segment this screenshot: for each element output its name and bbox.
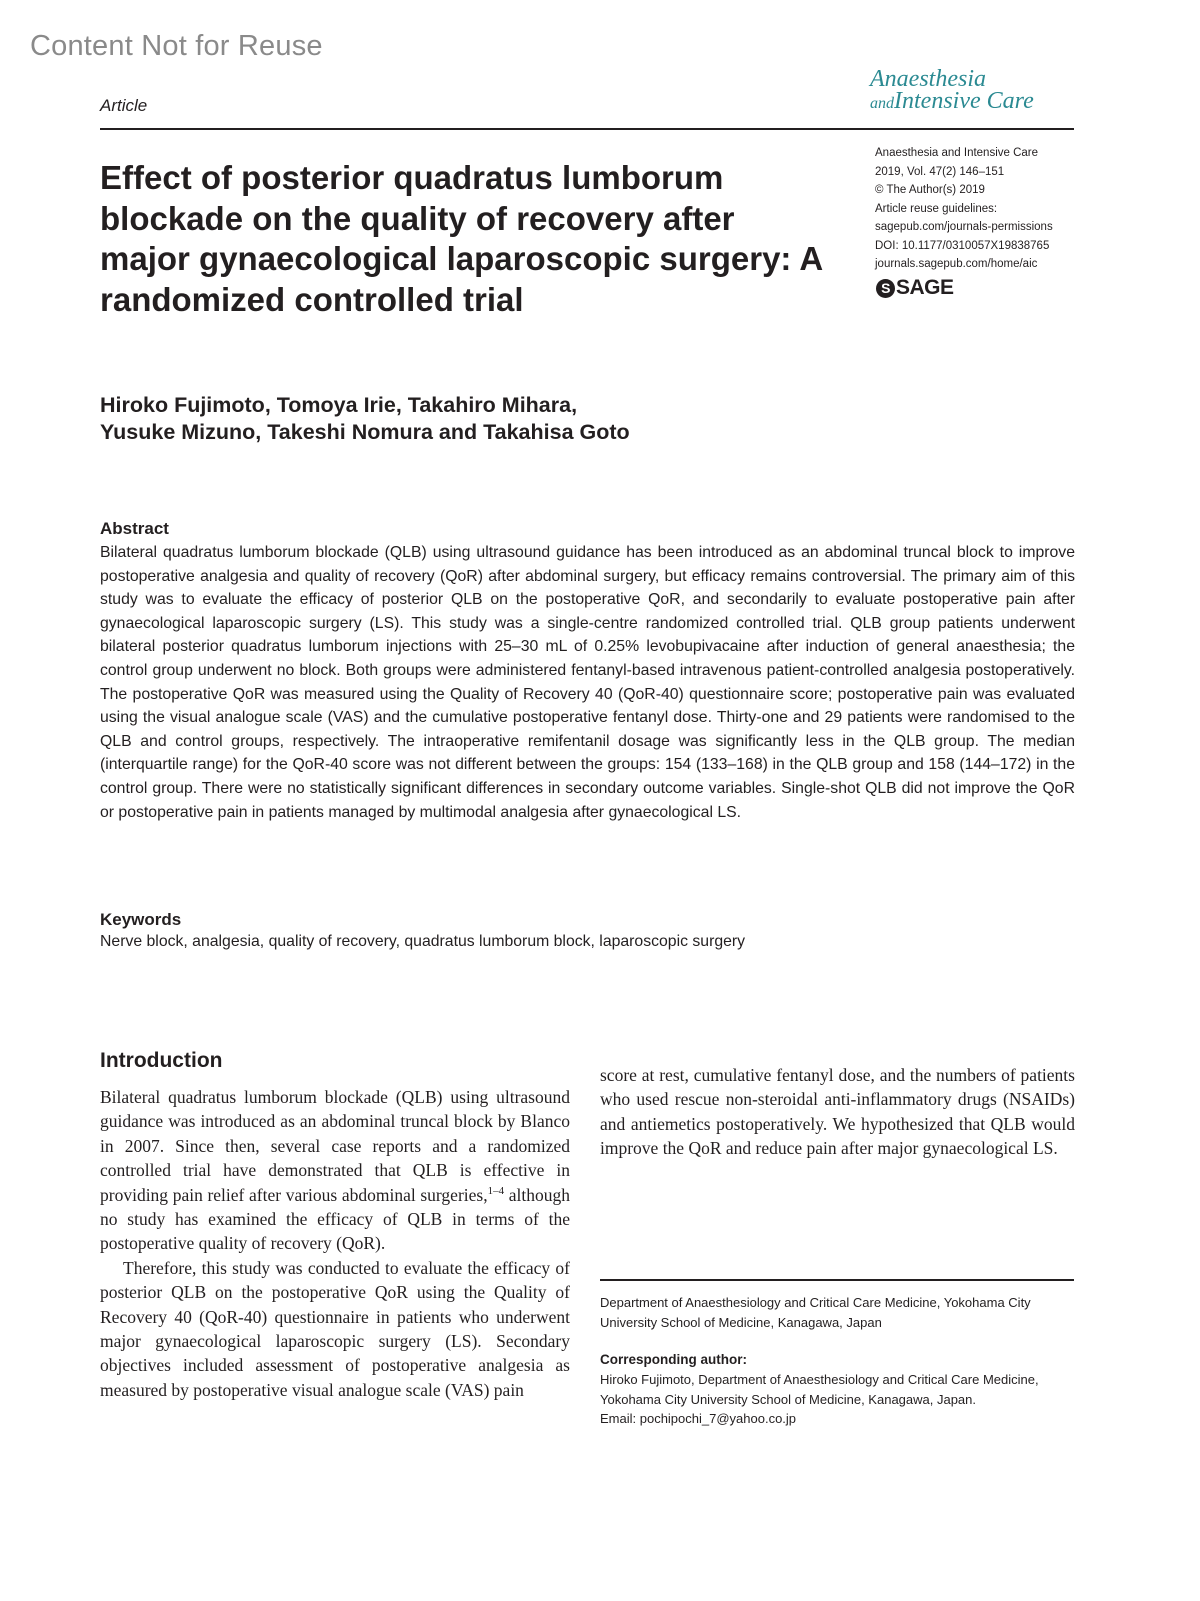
sage-icon: S [876,279,895,298]
meta-journal-link[interactable]: journals.sagepub.com/home/aic [875,258,1038,270]
body-column-left [100,1085,570,1402]
article-title: Effect of posterior quadratus lumborum blockade on the quality of recovery after major gynaecological laparoscopic surgery: A randomized controlled trial [100,159,822,318]
intro-p1-text-after: although no study has examined the efficacy of QLB in terms of the postoperative quality of recovery (QoR). [100,1184,570,1254]
journal-logo-line1: Anaesthesia [870,66,986,92]
intro-p1-text-before: Bilateral quadratus lumborum blockade (QLB) using ultrasound guidance was introduced as an abdominal truncal block by Blanco in 2007. Since then, several case reports and a randomized controlled trial have demonstrated that QLB is effective in providing pain relief after various abdominal surgeries, [100,1087,570,1205]
abstract-text: Bilateral quadratus lumborum blockade (QLB) using ultrasound guidance has been introduced as an abdominal truncal block to improve postoperative analgesia and quality of recovery (QoR) after abdominal surgery, but efficacy remains controversial. The primary aim of this study was to evaluate the efficacy of posterior QLB on the postoperative QoR, and secondarily to evaluate postoperative pain after gynaecological laparoscopic surgery (LS). This study was a single-centre randomized controlled trial. QLB group patients underwent bilateral posterior quadratus lumborum injections with 25–30 mL of 0.25% levobupivacaine after induction of general anaesthesia; the control group underwent no block. Both groups were administered fentanyl-based intravenous patient-controlled analgesia postoperatively. The postoperative QoR was measured using the Quality of Recovery 40 (QoR-40) questionnaire score; postoperative pain was evaluated using the visual analogue scale (VAS) and the cumulative postoperative fentanyl dose. Thirty-one and 29 patients were randomised to the QLB and control groups, respectively. The intraoperative remifentanil dosage was significantly less in the QLB group. The median (interquartile range) for the QoR-40 score was not different between the groups: 154 (133–168) in the QLB group and 158 (144–172) in the control group. There were no statistically significant differences in secondary outcome variables. Single-shot QLB did not improve the QoR or postoperative pain in patients managed by multimodal analgesia after gynaecological LS. [100,544,1075,821]
corresponding-author-address: Hiroko Fujimoto, Department of Anaesthesiology and Critical Care Medicine, Yokohama City University School of Medicine, Kanagawa, Japan. [600,1372,1039,1407]
corresponding-author-heading: Corresponding author: [600,1352,747,1367]
meta-journal-name: Anaesthesia and Intensive Care [875,147,1039,159]
corresponding-author-email[interactable]: Email: pochipochi_7@yahoo.co.jp [600,1411,797,1426]
meta-copyright: © The Author(s) 2019 [875,184,985,196]
corresponding-author-details [600,1370,1070,1429]
intro-paragraph-2: Therefore, this study was conducted to evaluate the efficacy of posterior QLB on the postoperative QoR using the Quality of Recovery 40 (QoR-40) questionnaire in patients who underwent major gynaecological laparoscopic surgery (LS). Secondary objectives included assessment of postoperative analgesia as measured by postoperative visual analogue scale (VAS) pain [100,1257,570,1400]
meta-doi[interactable]: DOI: 10.1177/0310057X19838765 [875,239,1050,252]
journal-logo-and: and [870,95,894,112]
publisher-name: SAGE [896,276,954,299]
keywords-heading: Keywords [100,910,182,929]
keywords-text: Nerve block, analgesia, quality of recovery, quadratus lumborum block, laparoscopic surgery [100,933,746,950]
publisher-logo [876,276,954,300]
journal-meta [875,144,1085,274]
meta-reuse-label: Article reuse guidelines: [875,202,998,215]
article-type-label: Article [100,96,148,115]
intro-paragraph-1 [100,1085,570,1256]
intro-paragraph-3: score at rest, cumulative fentanyl dose, and the numbers of patients who used rescue non-steroidal anti-inflammatory drugs (NSAIDs) and antiemetics postoperatively. We hypothesized that QLB would improve the QoR and reduce pain after major gynaecological LS. [600,1065,1075,1159]
abstract-heading: Abstract [100,519,169,538]
affiliation: Department of Anaesthesiology and Critical Care Medicine, Yokohama City University School of Medicine, Kanagawa, Japan [600,1295,1031,1330]
watermark: Content Not for Reuse [30,30,323,62]
journal-logo-line2: Intensive Care [894,88,1034,114]
meta-permissions-link[interactable]: sagepub.com/journals-permissions [875,221,1053,233]
citation-superscript[interactable]: 1–4 [487,1184,505,1197]
header-rule [100,128,1074,130]
meta-volume: 2019, Vol. 47(2) 146–151 [875,165,1005,178]
authors-line-1: Hiroko Fujimoto, Tomoya Irie, Takahiro Mihara, [100,393,578,417]
footnote-rule [600,1279,1074,1281]
introduction-heading: Introduction [100,1049,223,1072]
journal-logo [870,68,1080,115]
author-list [100,392,860,446]
body-column-right [600,1063,1075,1161]
authors-line-2: Yusuke Mizuno, Takeshi Nomura and Takahisa Goto [100,420,630,444]
